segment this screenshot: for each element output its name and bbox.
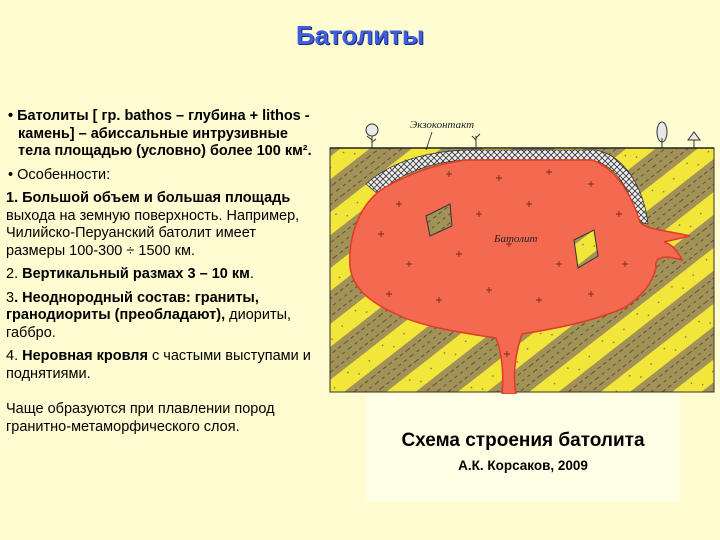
feature-1 [6, 190, 312, 260]
batholith-diagram [326, 104, 718, 394]
label-batholith: Батолит [494, 233, 538, 245]
feature-3-title: . Неоднородный состав: граниты, гранодиориты (преобладают), [6, 289, 259, 323]
figure-caption [366, 394, 680, 502]
feature-1-title: 1. Большой объем и большая площадь [6, 190, 291, 206]
feature-3-text: диориты, габбро. [6, 307, 292, 341]
definition-paragraph: • Батолиты [ гр. bathos – глубина + lithos - камень] – абиссальные интрузивные тела площадью (условно) более 100 км². [8, 108, 312, 159]
feature-2 [6, 266, 312, 284]
formation-note: Чаще образуются при плавлении пород гранитно-метаморфического слоя. [6, 401, 275, 435]
feature-2-title: Вертикальный размах 3 – 10 км [22, 266, 250, 282]
text-column [6, 108, 312, 442]
feature-4-text: с частыми выступами и поднятиями. [6, 348, 311, 382]
caption-title: Схема строения батолита [401, 430, 645, 451]
label-exocontact: Экзоконтакт [410, 119, 475, 131]
feature-1-text: выхода на земную поверхность. Например, Чилийско-Перуанский батолит имеет размеры 100-300 ÷ 1500 км. [6, 207, 300, 259]
feature-3-num: 3 [6, 289, 15, 306]
features-heading: • Особенности: [8, 166, 111, 183]
feature-2-num: 2. [6, 266, 23, 282]
slide-title: Батолиты [295, 20, 425, 50]
features-text: Особенности: [17, 166, 111, 183]
feature-4-num: 4. [6, 348, 23, 364]
definition-text: Батолиты [ гр. bathos – глубина + lithos - камень] – абиссальные интрузивные тела площадью (условно) более 100 км². [17, 108, 312, 159]
feature-4-title: Неровная кровля [22, 348, 148, 364]
feature-3 [6, 290, 312, 343]
caption-source: А.К. Корсаков, 2009 [458, 458, 588, 473]
feature-2-text: . [249, 266, 254, 282]
feature-4 [6, 348, 312, 383]
